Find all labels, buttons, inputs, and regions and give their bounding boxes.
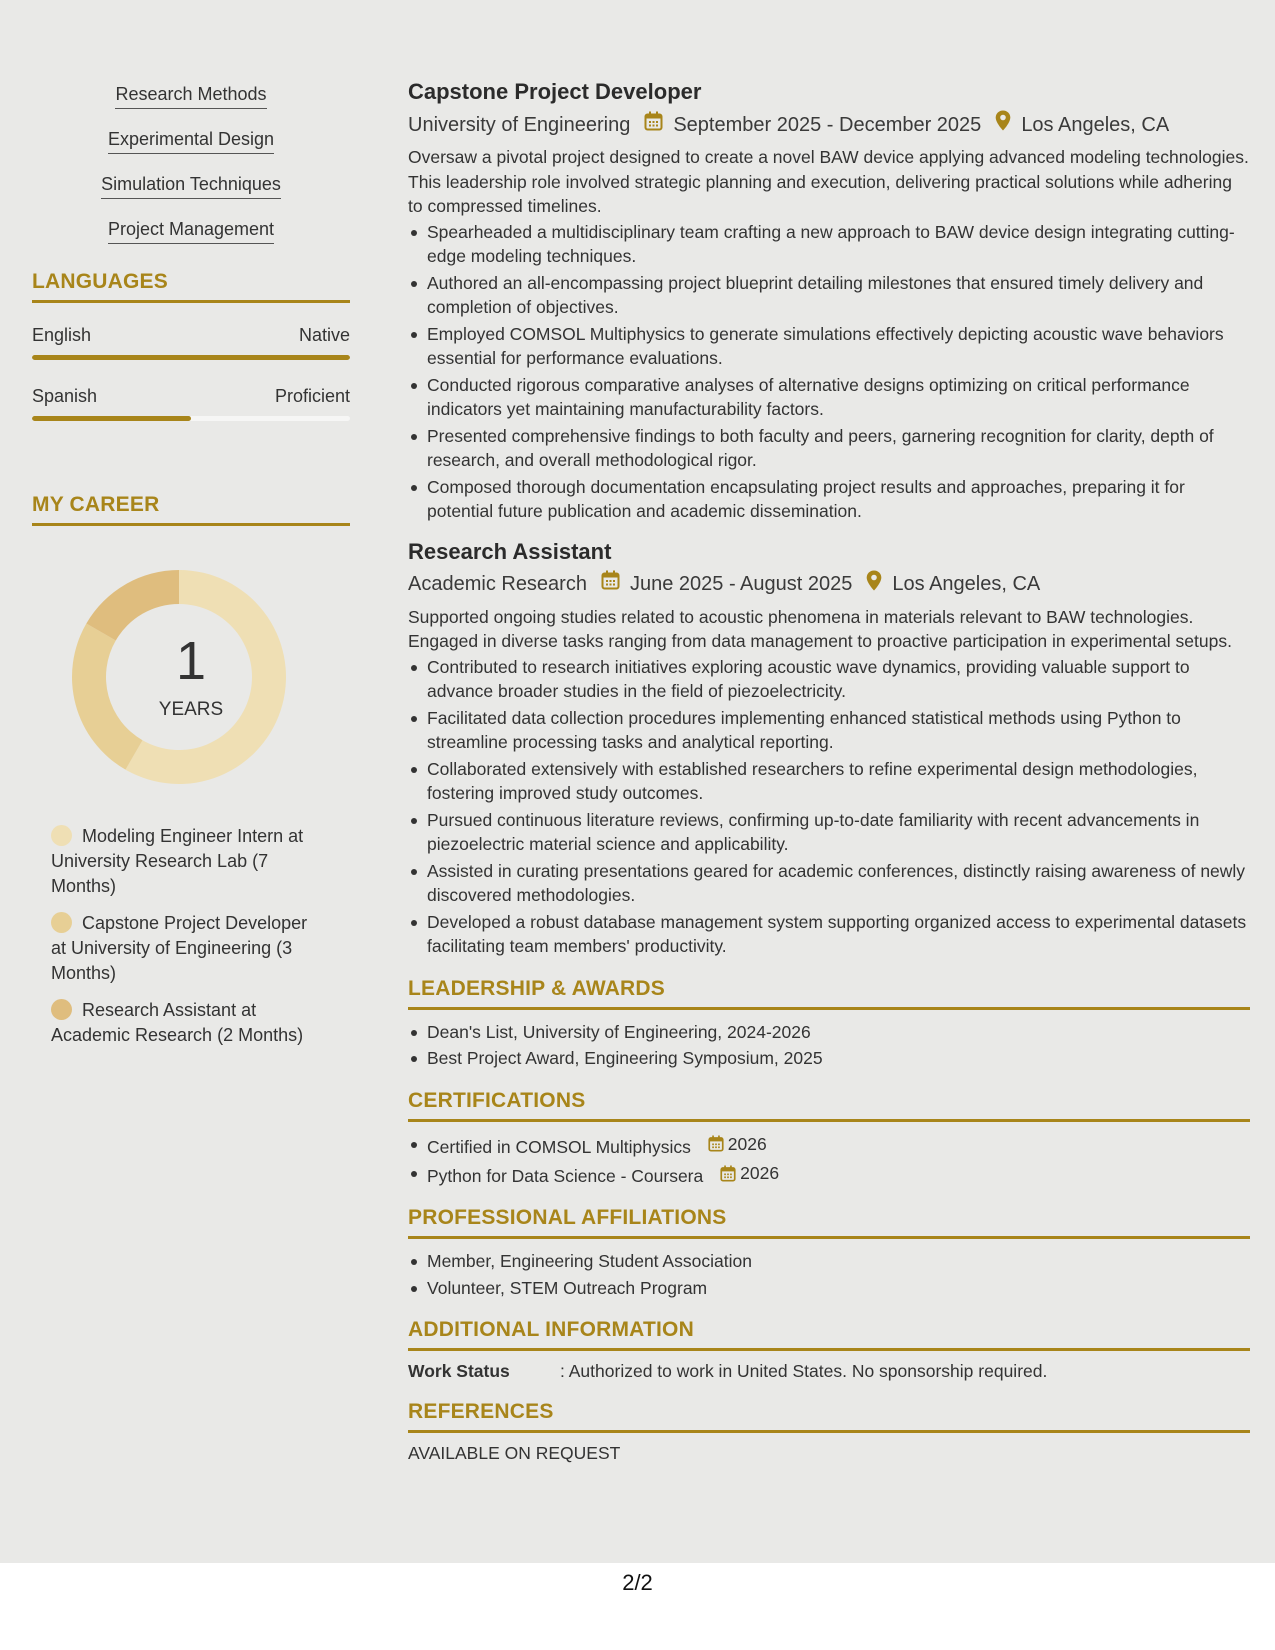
affiliations-section <box>408 1206 1250 1300</box>
affiliations-heading: PROFESSIONAL AFFILIATIONS <box>408 1206 1250 1239</box>
certification-year: 2026 <box>727 1133 767 1154</box>
job-organization: University of Engineering <box>408 113 631 136</box>
list-item: Dean's List, University of Engineering, 2024-2026 <box>408 1020 1250 1045</box>
list-item: Best Project Award, Engineering Symposium, 2025 <box>408 1046 1250 1071</box>
map-pin-icon <box>866 570 882 599</box>
job-location: Los Angeles, CA <box>1021 113 1170 136</box>
job-meta <box>408 110 1250 139</box>
job-dates: June 2025 - August 2025 <box>629 573 853 595</box>
certification-date <box>720 1161 779 1186</box>
certification-name: Python for Data Science - Coursera <box>427 1165 704 1186</box>
job-bullets <box>408 220 1250 524</box>
list-item: Authored an all-encompassing project blueprint detailing milestones that ensured timely delivery and completion of objectives. <box>408 271 1250 320</box>
right-column <box>408 78 1250 1464</box>
list-item: Presented comprehensive findings to both faculty and peers, garnering recognition for clarity, depth of research, and overall methodological rigor. <box>408 424 1250 473</box>
list-item: Member, Engineering Student Association <box>408 1249 1250 1274</box>
skill-item: Research Methods <box>115 84 266 109</box>
job-title: Research Assistant <box>408 538 612 564</box>
list-item: Facilitated data collection procedures implementing enhanced statistical methods using Python to streamline processing tasks and analytical reporting. <box>408 706 1250 755</box>
job-meta <box>408 570 1250 599</box>
map-pin-icon <box>995 110 1011 139</box>
certification-year: 2026 <box>740 1162 780 1183</box>
references-heading: REFERENCES <box>408 1400 1250 1433</box>
page-number: 2/2 <box>622 1570 653 1595</box>
work-status-label: Work Status <box>408 1361 510 1381</box>
language-bar <box>32 355 350 360</box>
skills-list <box>32 84 350 244</box>
certifications-list <box>408 1132 1250 1189</box>
language-name: Spanish <box>32 386 98 406</box>
awards-section <box>408 977 1250 1071</box>
affiliations-list <box>408 1249 1250 1300</box>
list-item: Volunteer, STEM Outreach Program <box>408 1276 1250 1301</box>
awards-heading: LEADERSHIP & AWARDS <box>408 977 1250 1010</box>
career-legend <box>32 824 322 1048</box>
list-item: Composed thorough documentation encapsulating project results and approaches, preparing it for potential future publication and academic dissemination. <box>408 475 1250 524</box>
list-item: Pursued continuous literature reviews, confirming up-to-date familiarity with recent advancements in piezoelectric material science and applicability. <box>408 808 1250 857</box>
experience-entry <box>408 538 1250 959</box>
additional-info-section <box>408 1318 1250 1382</box>
list-item: Collaborated extensively with established researchers to refine experimental design methodologies, fostering improved study outcomes. <box>408 757 1250 806</box>
references-section <box>408 1400 1250 1464</box>
calendar-icon <box>708 1135 724 1152</box>
career-legend-item <box>51 824 322 899</box>
job-location: Los Angeles, CA <box>892 573 1041 595</box>
additional-info-heading: ADDITIONAL INFORMATION <box>408 1318 1250 1351</box>
language-bar-fill <box>32 355 350 360</box>
career-donut <box>32 562 350 792</box>
legend-dot <box>51 912 72 933</box>
legend-label: Capstone Project Developer at University of Engineering (3 Months) <box>51 913 308 983</box>
certification-date <box>708 1132 767 1157</box>
career-section <box>32 493 350 1048</box>
job-title: Capstone Project Developer <box>408 79 702 104</box>
skill-item: Project Management <box>108 219 274 244</box>
work-status-value: : Authorized to work in United States. No sponsorship required. <box>560 1361 1048 1381</box>
language-name: English <box>32 325 92 345</box>
calendar-icon <box>644 111 663 139</box>
language-level: Native <box>298 325 350 345</box>
language-level: Proficient <box>274 386 350 406</box>
certifications-section <box>408 1089 1250 1189</box>
job-bullets <box>408 655 1250 959</box>
language-row <box>32 386 350 407</box>
left-column <box>32 84 350 1060</box>
job-description: Supported ongoing studies related to acoustic phenomena in materials relevant to BAW technologies. Engaged in diverse tasks ranging from data management to proactive participation in experimental setups. <box>408 606 1232 651</box>
experience-entry <box>408 78 1250 524</box>
languages-section <box>32 270 350 421</box>
job-description: Oversaw a pivotal project designed to create a novel BAW device applying advanced modeling technologies. This leadership role involved strategic planning and execution, delivering practical solutions while adhering to compressed timelines. <box>408 147 1249 216</box>
career-legend-item <box>51 998 322 1048</box>
list-item: Developed a robust database management system supporting organized access to experimental datasets facilitating team members' productivity. <box>408 910 1250 959</box>
legend-dot <box>51 999 72 1020</box>
certification-name: Certified in COMSOL Multiphysics <box>427 1136 691 1157</box>
legend-label: Research Assistant at Academic Research (2 Months) <box>51 1000 304 1045</box>
list-item <box>408 1132 1250 1159</box>
job-dates: September 2025 - December 2025 <box>673 113 982 136</box>
calendar-icon <box>601 570 620 598</box>
language-bar-fill <box>32 416 191 421</box>
legend-label: Modeling Engineer Intern at University Research Lab (7 Months) <box>51 826 304 896</box>
list-item: Employed COMSOL Multiphysics to generate simulations effectively depicting acoustic wave behaviors essential for performance evaluations. <box>408 322 1250 371</box>
career-legend-item <box>51 911 322 986</box>
career-heading: MY CAREER <box>32 493 350 526</box>
donut-segment-3 <box>86 570 179 641</box>
certifications-heading: CERTIFICATIONS <box>408 1089 1250 1122</box>
legend-dot <box>51 825 72 846</box>
career-total-years: 1 <box>175 631 207 691</box>
language-bar <box>32 416 350 421</box>
skill-item: Experimental Design <box>108 129 274 154</box>
skill-item: Simulation Techniques <box>101 174 281 199</box>
calendar-icon <box>720 1165 736 1182</box>
languages-heading: LANGUAGES <box>32 270 350 303</box>
language-row <box>32 325 350 346</box>
awards-list <box>408 1020 1250 1071</box>
career-years-label: YEARS <box>158 699 224 720</box>
list-item: Assisted in curating presentations geared for academic conferences, distinctly raising awareness of newly discovered methodologies. <box>408 859 1250 908</box>
work-status-row <box>408 1361 1250 1382</box>
list-item: Spearheaded a multidisciplinary team crafting a new approach to BAW device design integrating cutting-edge modeling techniques. <box>408 220 1250 269</box>
list-item: Conducted rigorous comparative analyses of alternative designs optimizing on critical performance indicators yet maintaining manufacturability factors. <box>408 373 1250 422</box>
references-text: AVAILABLE ON REQUEST <box>408 1443 621 1463</box>
job-organization: Academic Research <box>408 573 587 595</box>
list-item: Contributed to research initiatives exploring acoustic wave dynamics, providing valuable support to advance broader studies in the field of piezoelectricity. <box>408 655 1250 704</box>
list-item <box>408 1161 1250 1188</box>
